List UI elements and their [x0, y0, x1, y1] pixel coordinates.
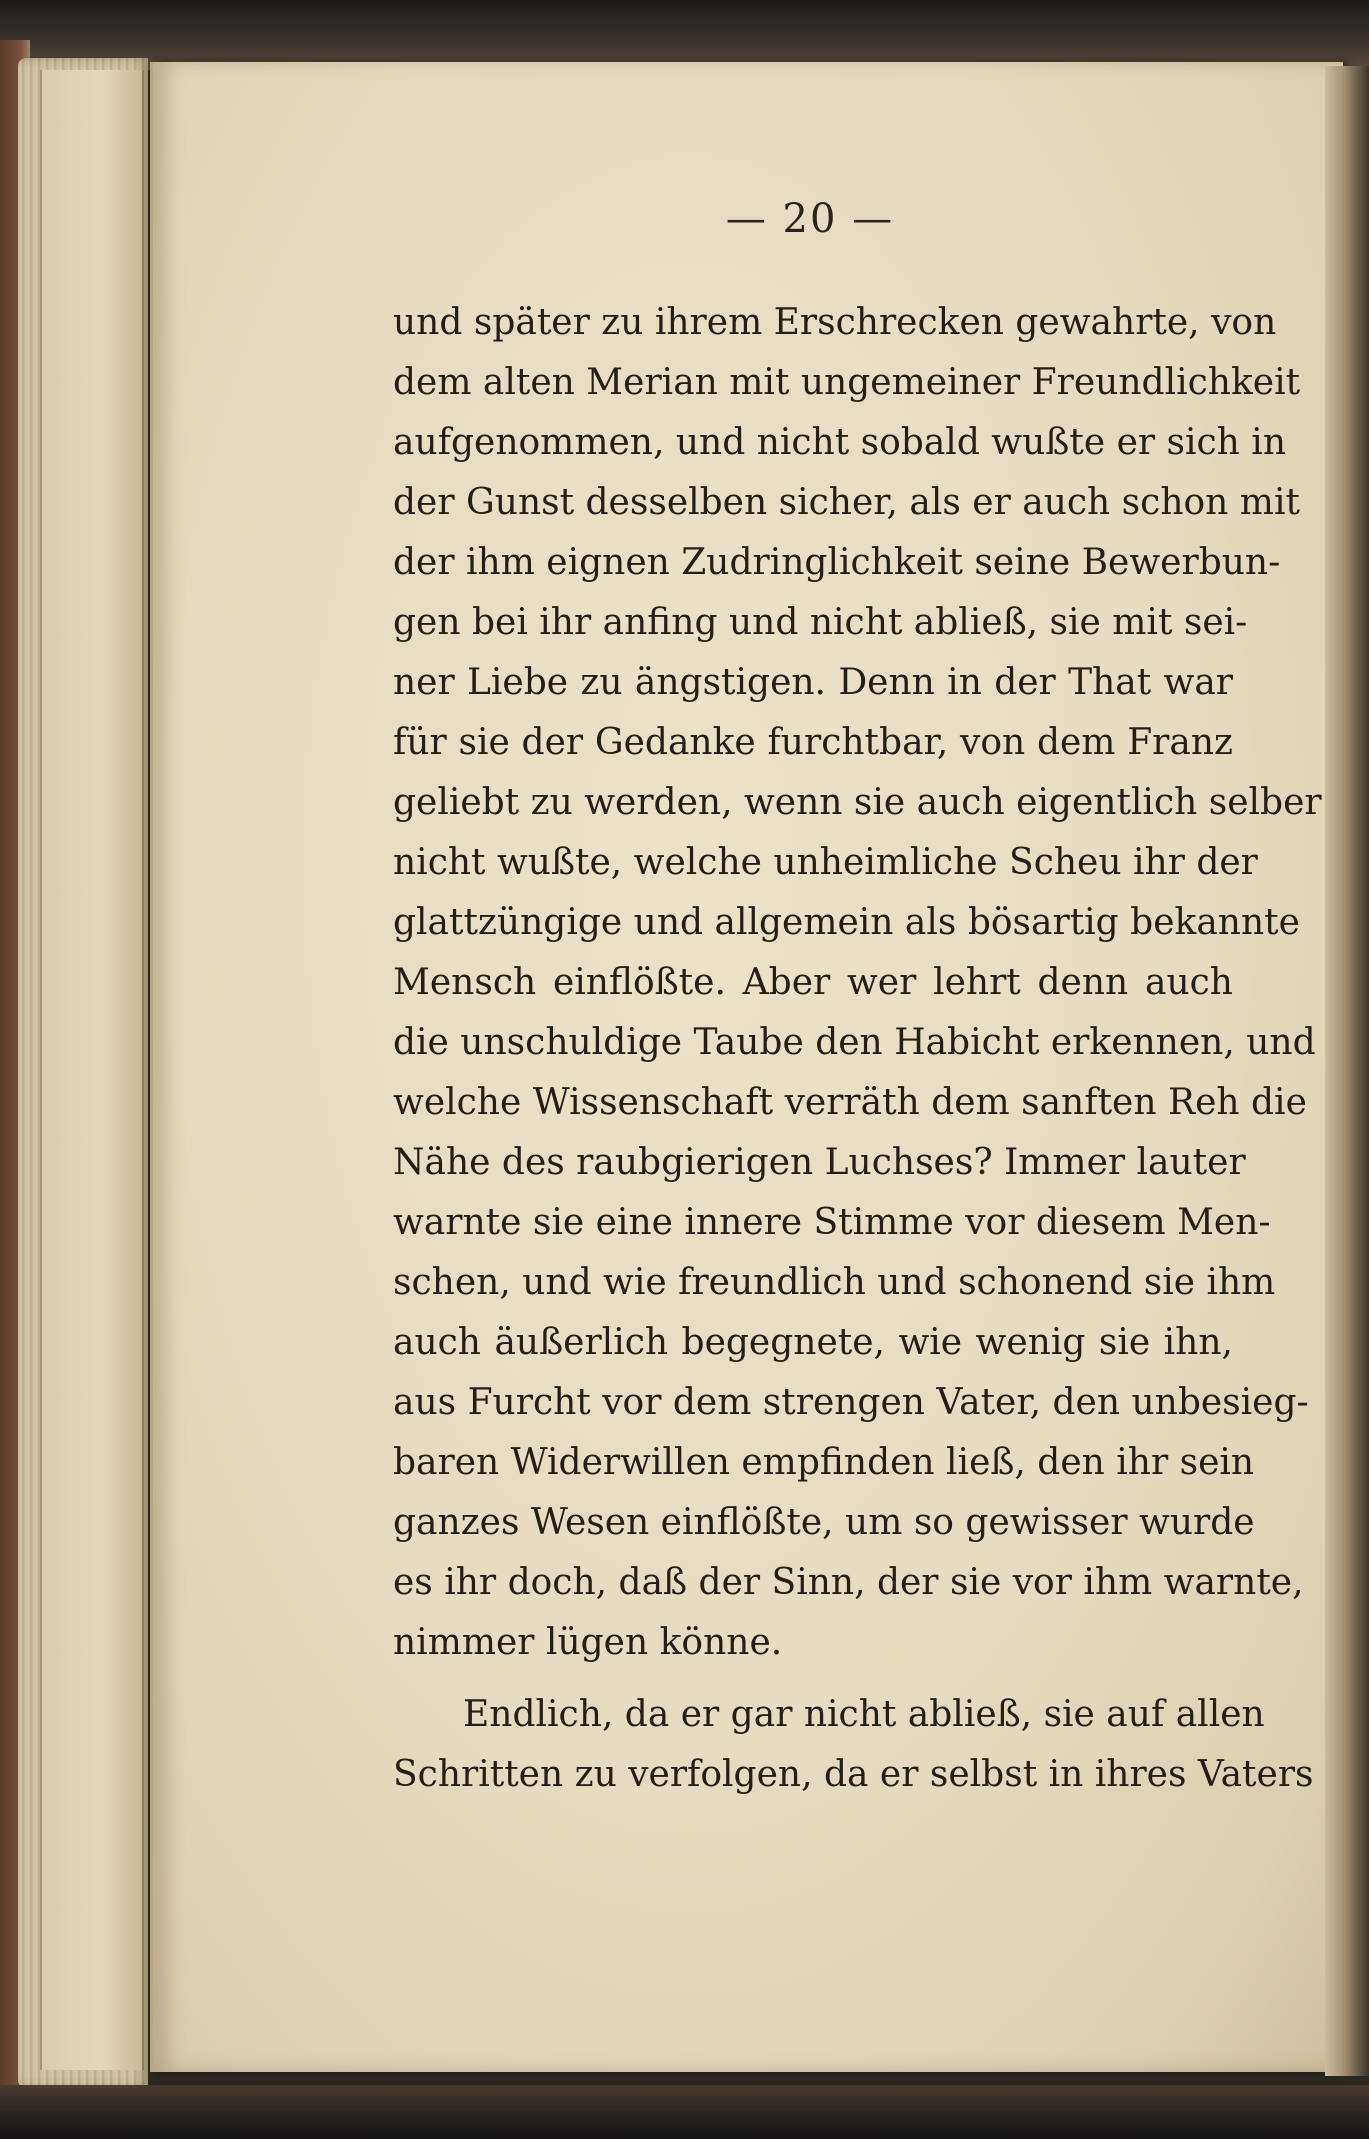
- text-line-paragraph-start: Endlich, da er gar nicht abließ, sie auf allen: [463, 1694, 1265, 1735]
- text-line: und später zu ihrem Erschrecken gewahrte, von: [393, 302, 1277, 343]
- text-line: Nähe des raubgierigen Luchses? Immer lauter: [393, 1142, 1246, 1183]
- text-line: der Gunst desselben sicher, als er auch schon mit: [393, 482, 1300, 523]
- text-line: gen bei ihr anfing und nicht abließ, sie mit sei-: [393, 602, 1248, 643]
- text-line: Mensch einflößte. Aber wer lehrt denn auch: [393, 962, 1233, 1003]
- text-line: welche Wissenschaft verräth dem sanften Reh die: [393, 1082, 1307, 1123]
- page-right-edge: [1325, 66, 1369, 2076]
- text-line: für sie der Gedanke furchtbar, von dem Franz: [393, 722, 1233, 763]
- text-line: aufgenommen, und nicht sobald wußte er sich in: [393, 422, 1287, 463]
- text-line: schen, und wie freundlich und schonend sie ihm: [393, 1262, 1276, 1303]
- text-line: dem alten Merian mit ungemeiner Freundlichkeit: [393, 362, 1301, 403]
- text-line: aus Furcht vor dem strengen Vater, den unbesieg-: [393, 1382, 1309, 1423]
- text-line: ganzes Wesen einflößte, um so gewisser wurde: [393, 1502, 1255, 1543]
- text-line-paragraph-end: nimmer lügen könne.: [393, 1622, 783, 1663]
- text-line: auch äußerlich begegnete, wie wenig sie ihn,: [393, 1322, 1233, 1363]
- book-cover-top: [0, 0, 1369, 70]
- text-line: ner Liebe zu ängstigen. Denn in der That war: [393, 662, 1233, 703]
- text-line: geliebt zu werden, wenn sie auch eigentlich selber: [393, 782, 1322, 823]
- text-line: baren Widerwillen empfinden ließ, den ihr sein: [393, 1442, 1255, 1483]
- text-line: es ihr doch, daß der Sinn, der sie vor ihm warnte,: [393, 1562, 1304, 1603]
- text-line: nicht wußte, welche unheimliche Scheu ihr der: [393, 842, 1258, 883]
- paragraph-gap: [393, 1673, 1233, 1685]
- text-line: warnte sie eine innere Stimme vor diesem Men-: [393, 1202, 1271, 1243]
- text-line: die unschuldige Taube den Habicht erkennen, und: [393, 1022, 1316, 1063]
- book-cover-bottom: [0, 2085, 1369, 2139]
- text-line: der ihm eignen Zudringlichkeit seine Bewerbun-: [393, 542, 1281, 583]
- text-line: glattzüngige und allgemein als bösartig bekannte: [393, 902, 1300, 943]
- page-stack-edge: [40, 70, 144, 2070]
- page-number: — 20 —: [725, 196, 895, 242]
- text-line: Schritten zu verfolgen, da er selbst in ihres Vaters: [393, 1754, 1314, 1795]
- page-body-text: [393, 293, 1322, 1805]
